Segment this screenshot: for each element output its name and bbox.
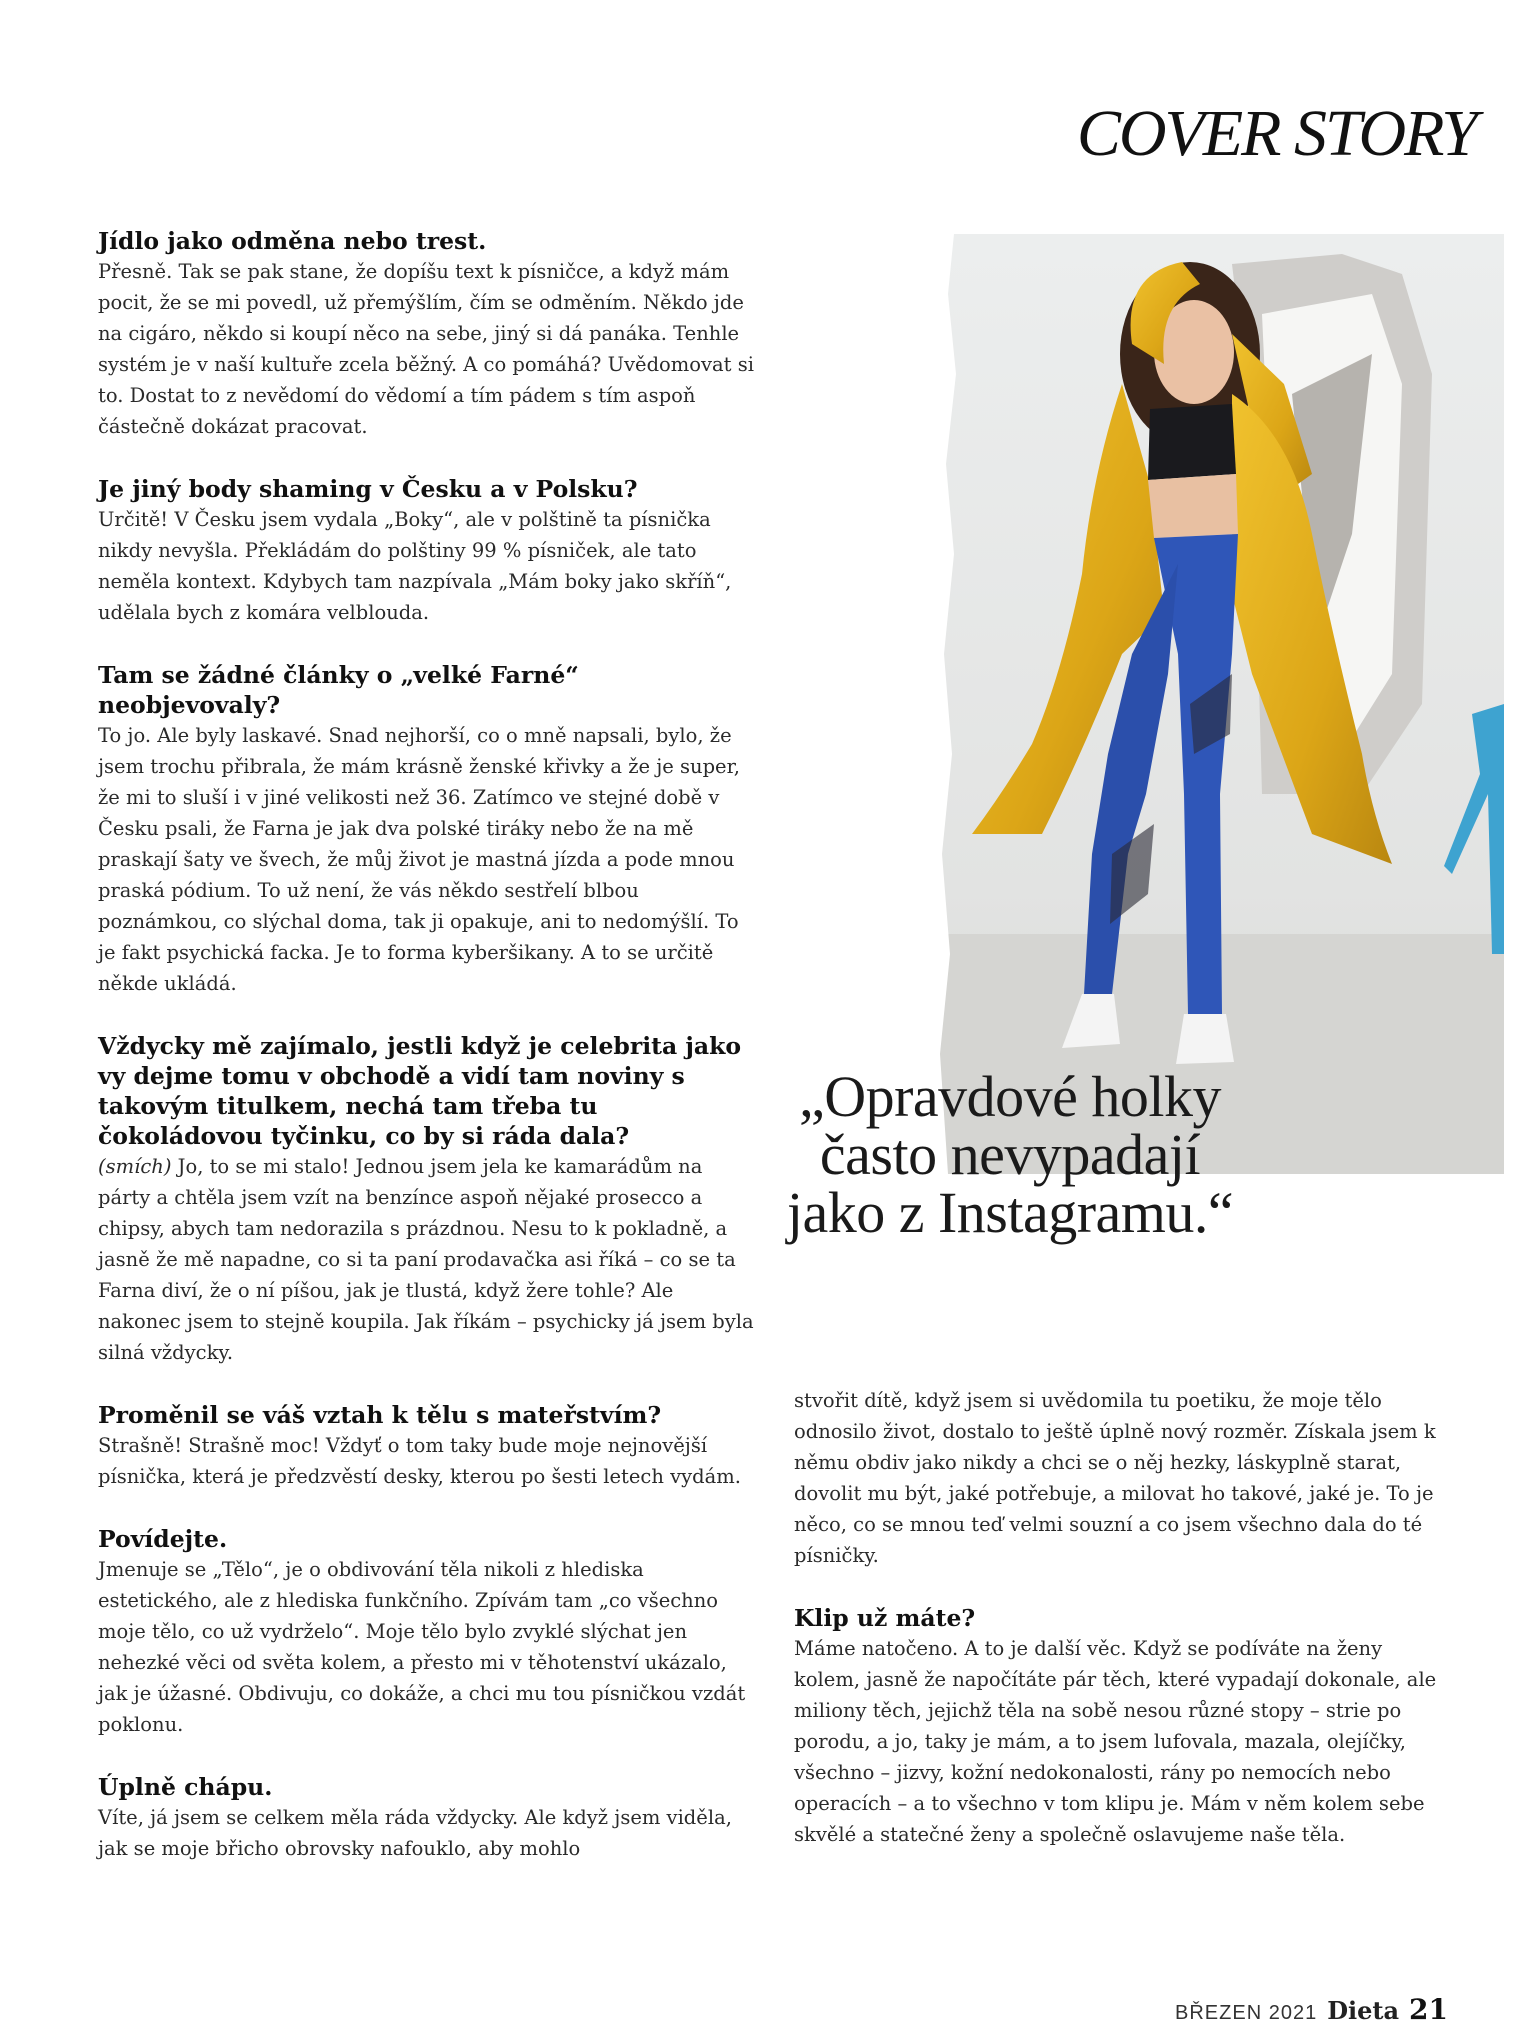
question-2: Je jiný body shaming v Česku a v Polsku? — [98, 475, 638, 503]
answer-7: Víte, já jsem se celkem měla ráda vždycky. Ale když jsem viděla, jak se moje břicho obrovsky nafouklo, aby mohlo — [98, 1806, 732, 1860]
issue-date: BŘEZEN 2021 — [1175, 2002, 1318, 2024]
answer-3: To jo. Ale byly laskavé. Snad nejhorší, co o mně napsali, bylo, že jsem trochu přibrala, že mám krásně ženské křivky a že je super, že mi to sluší i v jiné velikosti než 36. Zatímco ve stejné době v Česku psali, že Farna je jak dva polské tiráky nebo že na mě praskají šaty ve švech, že můj život je mastná jízda a pode mnou praská pódium. To už není, že vás někdo sestřelí blbou poznámkou, co slýchal doma, tak ji opakuje, ani to nedomýšlí. To je fakt psychická facka. Je to forma kyberšikany. A to se určitě někde ukládá. — [98, 724, 740, 995]
cover-photo — [932, 234, 1504, 1174]
page-number: 21 — [1409, 1993, 1448, 2026]
answer-2: Určitě! V Česku jsem vydala „Boky“, ale v polštině ta písnička nikdy nevyšla. Překládám do polštiny 99 % písniček, ale tato neměla kontext. Kdybych tam nazpívala „Mám boky jako skříň“, udělala bych z komára velblouda. — [98, 508, 732, 624]
question-1: Jídlo jako odměna nebo trest. — [98, 227, 487, 255]
question-3: Tam se žádné články o „velké Farné“ neobjevovaly? — [98, 661, 579, 719]
article-left-column — [98, 226, 758, 1864]
article-right-column — [794, 1385, 1444, 1850]
magazine-name: Dieta — [1327, 1996, 1400, 2025]
answer-6: Jmenuje se „Tělo“, je o obdivování těla nikoli z hlediska estetického, ale z hlediska funkčního. Zpívám tam „co všechno moje tělo, co už vydrželo“. Moje tělo bylo zvyklé slýchat jen nehezké věci od světa kolem, a přesto mi v těhotenství ukázalo, jak je úžasné. Obdivuju, co dokáže, a chci mu tou písničkou vzdát poklonu. — [98, 1558, 746, 1736]
pull-quote: „Opravdové holky často nevypadají jako z Instagramu.“ — [786, 1064, 1234, 1245]
question-5: Proměnil se váš vztah k tělu s mateřstvím? — [98, 1401, 662, 1429]
answer-4-aside: (smích) — [98, 1155, 172, 1178]
answer-5: Strašně! Strašně moc! Vždyť o tom taky bude moje nejnovější písnička, která je předzvěstí desky, kterou po šesti letech vydám. — [98, 1434, 741, 1488]
answer-7-continued: stvořit dítě, když jsem si uvědomila tu poetiku, že moje tělo odnosilo život, dostalo to ještě úplně nový rozměr. Získala jsem k němu obdiv jako nikdy a chci se o něj hezky, láskyplně starat, dovolit mu být, jaké potřebuje, a milovat ho takové, jaké je. To je něco, co se mnou teď velmi souzní a co jsem všechno dala do té písničky. — [794, 1389, 1436, 1567]
section-label: COVER STORY — [1076, 97, 1476, 170]
answer-4 — [98, 1151, 758, 1368]
answer-1: Přesně. Tak se pak stane, že dopíšu text k písničce, a když mám pocit, že se mi povedl, už přemýšlím, čím se odměním. Někdo jde na cigáro, někdo si koupí něco na sebe, jiný si dá panáka. Tenhle systém je v naší kultuře zcela běžný. A co pomáhá? Uvědomovat si to. Dostat to z nevědomí do vědomí a tím pádem s tím aspoň částečně dokázat pracovat. — [98, 260, 754, 438]
question-4: Vždycky mě zajímalo, jestli když je celebrita jako vy dejme tomu v obchodě a vidí tam noviny s takovým titulkem, nechá tam třeba tu čokoládovou tyčinku, co by si ráda dala? — [98, 1032, 742, 1150]
question-8: Klip už máte? — [794, 1604, 976, 1632]
page-folio — [1175, 1993, 1448, 2026]
answer-4-text: Jo, to se mi stalo! Jednou jsem jela ke kamarádům na párty a chtěla jsem vzít na benzínce aspoň nějaké prosecco a chipsy, abych tam nedorazila s prázdnou. Nesu to k pokladně, a jasně že mě napadne, co si ta paní prodavačka asi říká – co se ta Farna diví, že o ní píšou, jak je tlustá, když žere tohle? Ale nakonec jsem to stejně koupila. Jak říkám – psychicky já jsem byla silná vždycky. — [98, 1155, 754, 1364]
woman-in-yellow-coat-photo — [932, 234, 1504, 1174]
answer-8: Máme natočeno. A to je další věc. Když se podíváte na ženy kolem, jasně že napočítáte pár těch, které vypadají dokonale, ale miliony těch, jejichž těla na sobě nesou různé stopy – strie po porodu, a jo, taky je mám, a to jsem lufovala, mazala, olejíčky, všechno – jizvy, kožní nedokonalosti, rány po nemocích nebo operacích – a to všechno v tom klipu je. Mám v něm kolem sebe skvělé a statečné ženy a společně oslavujeme naše těla. — [794, 1637, 1437, 1846]
question-6: Povídejte. — [98, 1525, 228, 1553]
question-7: Úplně chápu. — [98, 1773, 273, 1801]
